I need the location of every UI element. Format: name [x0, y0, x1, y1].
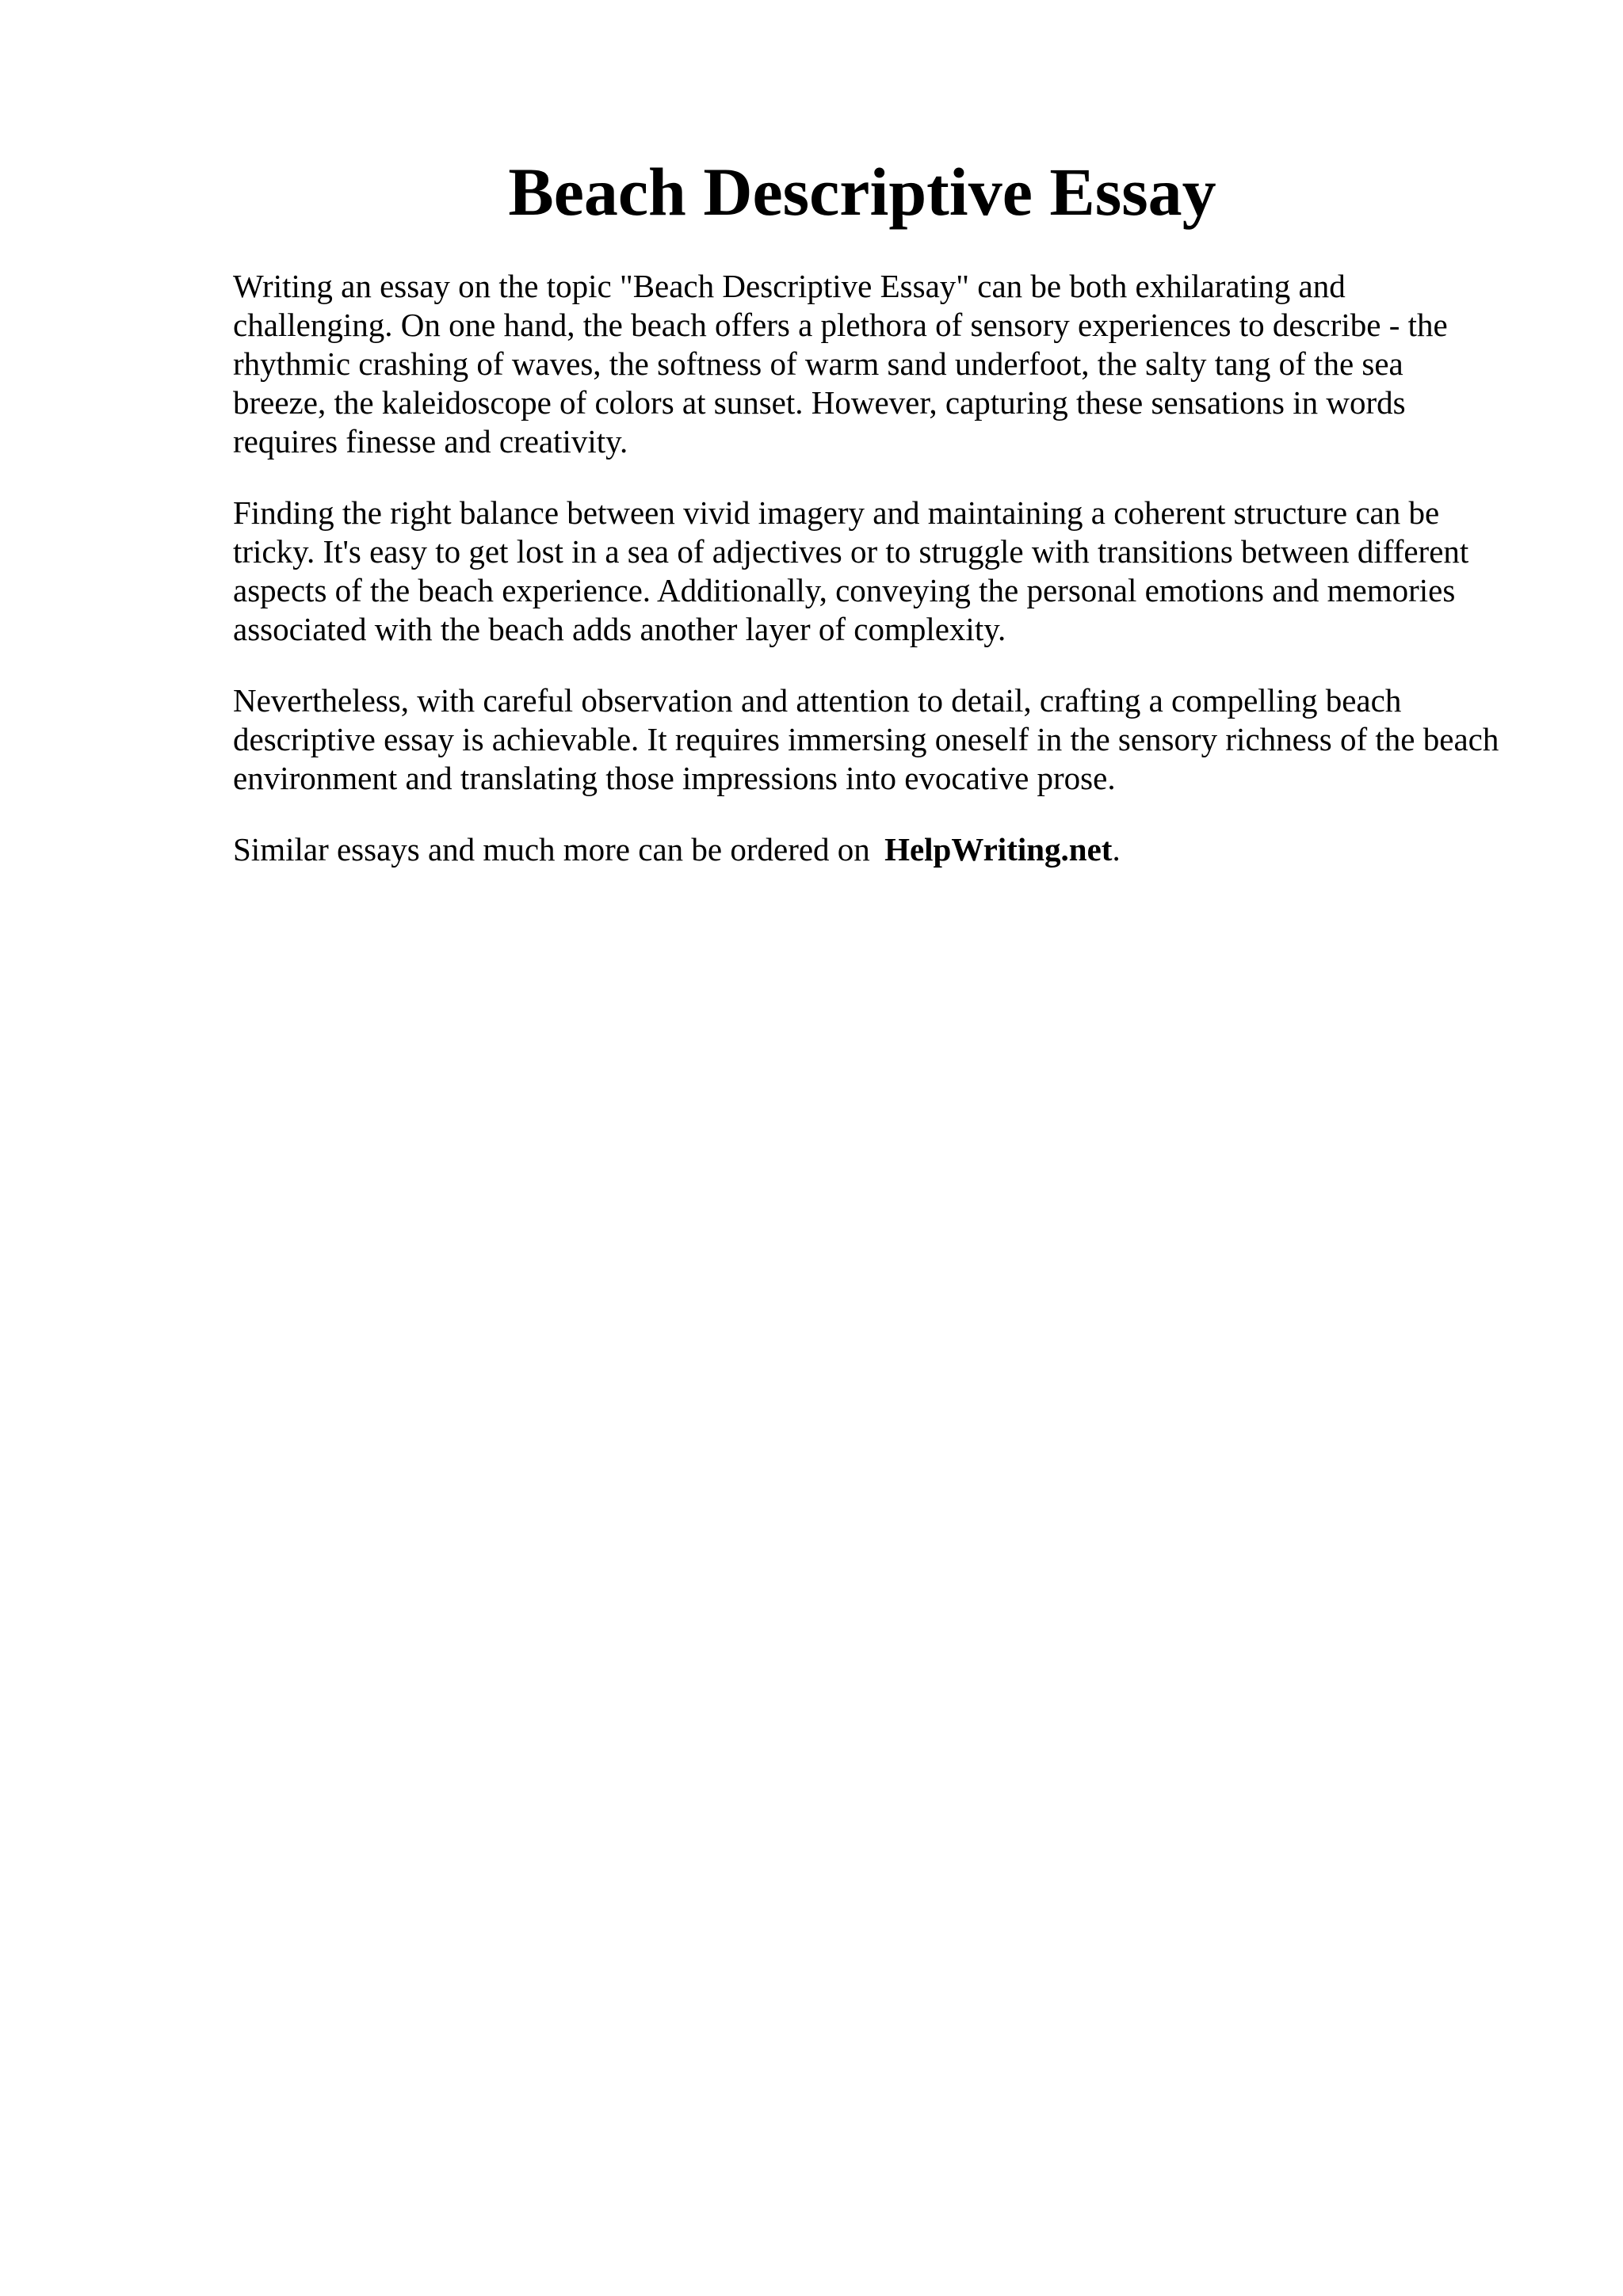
paragraph-1 — [233, 267, 1533, 461]
paragraph-line: Nevertheless, with careful observation and attention to detail, crafting a compelling beach — [233, 682, 1402, 719]
paragraph-line: breeze, the kaleidoscope of colors at sunset. However, capturing these sensations in words — [233, 384, 1406, 421]
paragraph-line: environment and translating those impressions into evocative prose. — [233, 760, 1116, 796]
paragraph-line: challenging. On one hand, the beach offers a plethora of sensory experiences to describe - the — [233, 307, 1448, 343]
paragraph-3 — [233, 681, 1533, 798]
paragraph-line: Finding the right balance between vivid imagery and maintaining a coherent structure can be — [233, 494, 1440, 531]
paragraph-line: rhythmic crashing of waves, the softness of warm sand underfoot, the salty tang of the sea — [233, 345, 1403, 382]
document-title: Beach Descriptive Essay — [508, 154, 1216, 230]
helpwriting-link[interactable]: HelpWriting.net — [884, 831, 1113, 868]
closing-text: Similar essays and much more can be ordered on — [233, 831, 870, 868]
closing-period: . — [1112, 831, 1121, 868]
paragraph-line: requires finesse and creativity. — [233, 423, 628, 460]
document-body — [233, 267, 1533, 902]
paragraph-line: associated with the beach adds another layer of complexity. — [233, 611, 1006, 647]
paragraph-2 — [233, 494, 1533, 649]
paragraph-line: tricky. It's easy to get lost in a sea of adjectives or to struggle with transitions between different — [233, 533, 1469, 570]
closing-paragraph — [233, 830, 1533, 869]
paragraph-line: Writing an essay on the topic "Beach Descriptive Essay" can be both exhilarating and — [233, 268, 1346, 304]
paragraph-line: descriptive essay is achievable. It requires immersing oneself in the sensory richness of the beach — [233, 721, 1499, 757]
paragraph-line: aspects of the beach experience. Additionally, conveying the personal emotions and memories — [233, 572, 1456, 608]
